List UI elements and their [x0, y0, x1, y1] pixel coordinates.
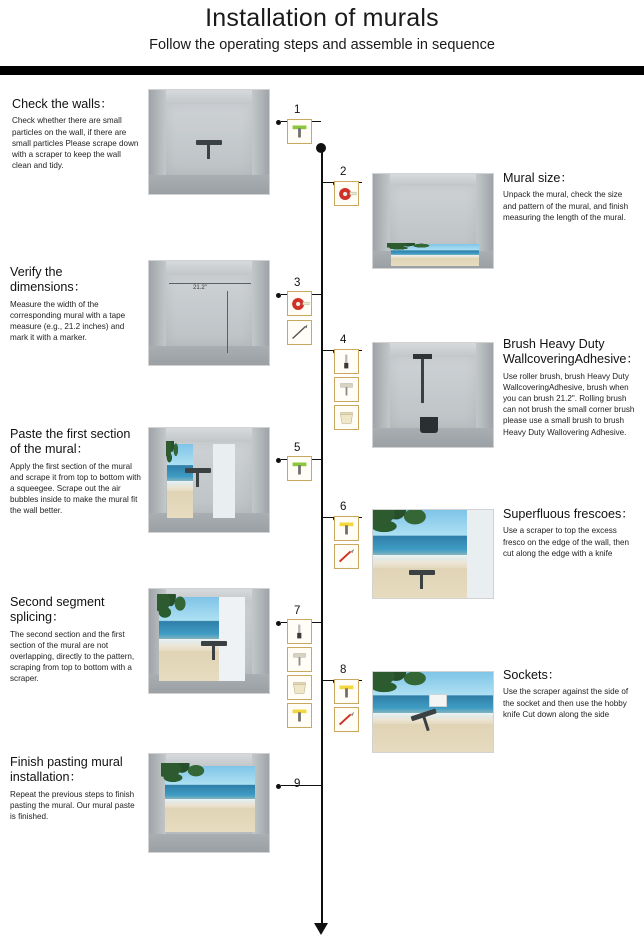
wall-edge-illustration — [467, 510, 493, 599]
tool-chip-squeegee-yellow[interactable] — [334, 679, 359, 704]
squeegee-tool-illustration — [409, 570, 435, 590]
step-2-number: 2 — [340, 166, 347, 178]
tool-chip-squeegee-yellow[interactable] — [287, 703, 312, 728]
step-2-title: Mural size： — [503, 171, 573, 185]
step-6-text — [503, 507, 636, 559]
step-7-text — [10, 595, 142, 685]
step-9-photo — [148, 753, 270, 853]
tool-chip-paint-bucket[interactable] — [287, 675, 312, 700]
step-5-photo — [148, 427, 270, 533]
white-panel-illustration — [219, 597, 245, 681]
step-3-title: Verify the dimensions： — [10, 265, 87, 295]
step-6-photo — [372, 509, 494, 599]
page-header — [0, 0, 644, 66]
step-3-text — [10, 265, 142, 343]
mural-second-section-illustration — [159, 597, 219, 681]
step-6-body: Use a scraper to top the excess fresco on the edge of the wall, then cut along the edge with a knife — [503, 526, 629, 558]
step-2-photo — [372, 173, 494, 269]
step-9-number: 9 — [294, 778, 301, 790]
step-5-text — [10, 427, 142, 517]
roller-head-illustration — [413, 354, 432, 359]
step-1-text — [12, 97, 142, 171]
step-2-body: Unpack the mural, check the size and pattern of the mural, and finish measuring the length of the mural. — [503, 190, 629, 222]
squeegee-tool-illustration — [201, 641, 227, 661]
step-2-text — [503, 171, 633, 223]
step-7-body: The second section and the first section of the mural are not overlapping, directly to the pattern, scraping from top to bottom with a scraper. — [10, 629, 135, 684]
step-8-body: Use the scraper against the side of the socket and then use the hobby knife Cut down along the side — [503, 687, 629, 719]
measure-line — [169, 283, 251, 284]
step-8-photo — [372, 671, 494, 753]
step-8-title: Sockets： — [503, 668, 561, 682]
measure-vertical — [227, 291, 228, 353]
step-5-body: Apply the first section of the mural and scrape it from top to bottom with a squeegee. Scrape out the air bubbles inside to make the mural fit the wall better. — [10, 461, 141, 516]
white-panel-illustration — [213, 444, 235, 518]
tool-chip-squeegee-yellow[interactable] — [334, 516, 359, 541]
step-6-title: Superfluous frescoes： — [503, 507, 634, 521]
step-1-body: Check whether there are small particles on the wall, if there are small particles Please scrape down with a scraper to keep the wall clean and tidy. — [12, 116, 139, 170]
step-7-photo — [148, 588, 270, 694]
room-illustration — [149, 261, 269, 365]
mural-roll-illustration — [391, 244, 479, 266]
diagram-canvas — [0, 75, 644, 879]
step-7-number: 7 — [294, 605, 301, 617]
paint-bucket-illustration — [420, 417, 438, 433]
tool-chip-hobby-knife[interactable] — [334, 544, 359, 569]
step-4-photo — [372, 342, 494, 448]
step-3-body: Measure the width of the corresponding mural with a tape measure (e.g., 21.2 inches) and mark it with a marker. — [10, 299, 126, 343]
tool-chip-small-brush[interactable] — [334, 349, 359, 374]
tool-chip-hobby-knife[interactable] — [334, 707, 359, 732]
tool-chip-tape-measure[interactable] — [334, 181, 359, 206]
step-3-photo — [148, 260, 270, 366]
roller-handle-illustration — [421, 357, 424, 403]
mural-finished-illustration — [165, 766, 255, 832]
step-9-text — [10, 755, 142, 822]
step-5-title: Paste the first section of the mural： — [10, 427, 131, 457]
step-4-body: Use roller brush, brush Heavy Duty WallcoveringAdhesive, brush when you can brush 21.2". Rolling brush can not brush the small corner brush please use a small brush to brush Heavy Duty Wallovering Adhesive. — [503, 371, 635, 437]
step-9-body: Repeat the previous steps to finish pasting the mural. Our mural paste is finished. — [10, 789, 135, 822]
step-4-text — [503, 337, 640, 438]
step-8-text — [503, 668, 636, 720]
header-divider-bar — [0, 66, 644, 75]
tool-chip-tape-measure[interactable] — [287, 291, 312, 316]
tool-chip-pencil[interactable] — [287, 320, 312, 345]
tool-chip-squeegee-green[interactable] — [287, 456, 312, 481]
tool-chip-small-brush[interactable] — [287, 619, 312, 644]
socket-illustration — [429, 694, 447, 707]
step-6-number: 6 — [340, 501, 347, 513]
tool-chip-roller-brush[interactable] — [334, 377, 359, 402]
step-9-connector — [281, 785, 321, 786]
step-1-photo — [148, 89, 270, 195]
step-7-title: Second segment splicing： — [10, 595, 105, 625]
timeline-axis — [321, 147, 323, 929]
step-1-title: Check the walls： — [12, 97, 113, 111]
tool-chip-paint-bucket[interactable] — [334, 405, 359, 430]
step-4-number: 4 — [340, 334, 347, 346]
step-8-number: 8 — [340, 664, 347, 676]
step-4-title: Brush Heavy Duty WallcoveringAdhesive： — [503, 337, 640, 367]
tool-chip-squeegee-green[interactable] — [287, 119, 312, 144]
step-3-number: 3 — [294, 277, 301, 289]
timeline-end-arrow — [314, 923, 328, 935]
timeline-start-dot — [316, 143, 326, 153]
squeegee-tool-illustration — [196, 140, 222, 160]
page-subtitle: Follow the operating steps and assemble in sequence — [149, 37, 495, 53]
step-1-number: 1 — [294, 104, 301, 116]
step-5-number: 5 — [294, 442, 301, 454]
measure-label: 21.2" — [193, 285, 207, 291]
page-title: Installation of murals — [205, 4, 439, 32]
squeegee-tool-illustration — [185, 468, 211, 488]
step-9-title: Finish pasting mural installation： — [10, 755, 123, 785]
tool-chip-roller-brush[interactable] — [287, 647, 312, 672]
